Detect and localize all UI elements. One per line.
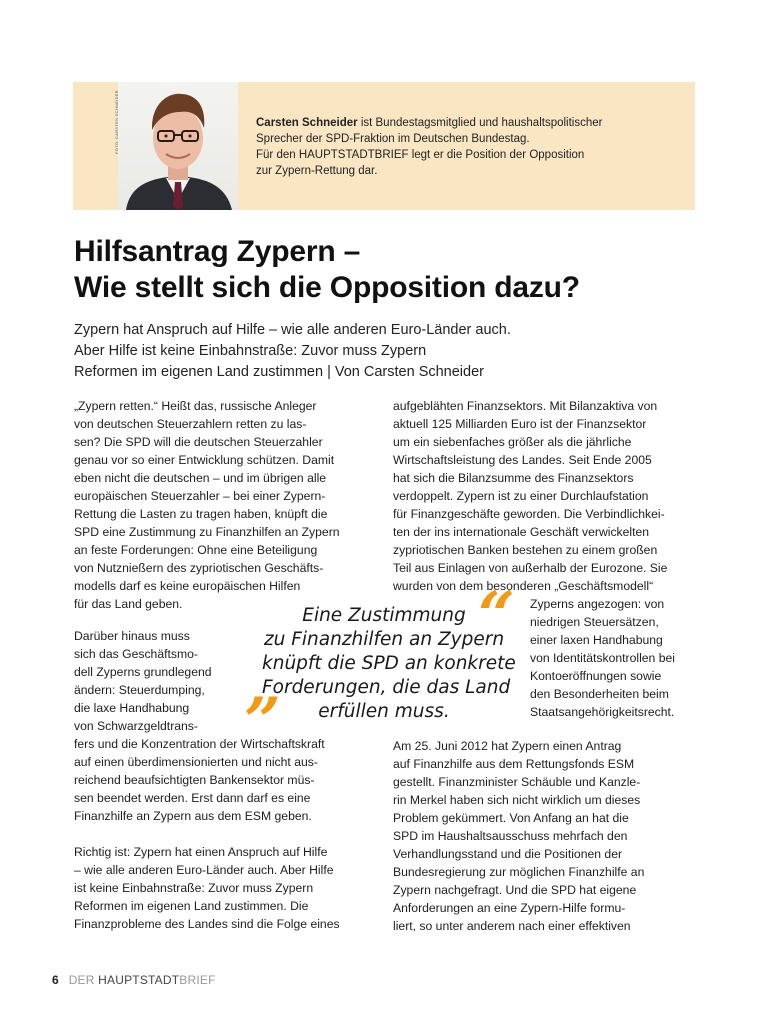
text-line: ändern: Steuerdumping, <box>74 683 205 697</box>
author-bio <box>256 115 676 179</box>
lead-line: Aber Hilfe ist keine Einbahnstraße: Zuvor muss Zypern <box>74 343 427 359</box>
text-line: Zypern nachgefragt. Und die SPD hat eigene <box>393 883 637 897</box>
left-column-paragraph-1 <box>74 397 340 613</box>
text-line: genau vor so einer Entwicklung schützen. Damit <box>74 453 335 467</box>
text-line: einer laxen Handhabung <box>530 633 663 647</box>
text-line: Wirtschaftsleistung des Landes. Seit Ende 2005 <box>393 453 652 467</box>
text-line: ten der ins internationale Geschäft verwickelten <box>393 525 650 539</box>
text-line: Anforderungen an eine Zypern-Hilfe formu- <box>393 901 626 915</box>
pull-quote-line: erfüllen muss. <box>318 701 450 722</box>
text-line: Richtig ist: Zypern hat einen Anspruch auf Hilfe <box>74 845 328 859</box>
pull-quote-line: zu Finanzhilfen an Zypern <box>263 629 505 650</box>
author-bio-line: Für den HAUPTSTADTBRIEF legt er die Position der Opposition <box>256 149 585 161</box>
author-bio-line: Carsten Schneider ist Bundestagsmitglied und haushaltspolitischer <box>256 117 603 129</box>
brand-brief: BRIEF <box>179 973 216 987</box>
text-line: Finanzhilfe an Zypern aus dem ESM geben. <box>74 809 312 823</box>
page-footer <box>52 973 216 987</box>
text-line: von Schwarzgeldtrans- <box>74 719 198 733</box>
text-line: Bundesregierung zur möglichen Finanzhilfe an <box>393 865 645 879</box>
brand-hauptstadt: HAUPTSTADT <box>98 973 180 987</box>
brand-der: DER <box>68 973 99 987</box>
pull-quote <box>262 604 516 724</box>
text-line: ist keine Einbahnstraße: Zuvor muss Zypern <box>74 881 314 895</box>
text-line: auf Finanzhilfe aus dem Rettungsfonds ESM <box>393 757 635 771</box>
text-line: Am 25. Juni 2012 hat Zypern einen Antrag <box>393 739 622 753</box>
text-line: „Zypern retten.“ Heißt das, russische Anleger <box>74 399 317 413</box>
lead-line: Reformen im eigenen Land zustimmen | Von Carsten Schneider <box>74 364 484 380</box>
author-name: Carsten Schneider <box>256 117 358 129</box>
text-line: an feste Forderungen: Ohne eine Beteiligung <box>74 543 318 557</box>
article-lead <box>74 320 714 383</box>
text-line: die laxe Handhabung <box>74 701 190 715</box>
pull-quote-line: Eine Zustimmung <box>302 605 466 626</box>
text-line: Problem gekümmert. Von Anfang an hat die <box>393 811 629 825</box>
pull-quote-line: Forderungen, die das Land <box>262 677 511 698</box>
text-line: sich das Geschäftsmo- <box>74 647 198 661</box>
text-line: rin Merkel haben sich nicht wirklich um dieses <box>393 793 641 807</box>
text-line: um ein siebenfaches größer als die jährliche <box>393 435 632 449</box>
text-line: aktuell 125 Milliarden Euro ist der Finanzsektor <box>393 417 647 431</box>
pull-quote-line: knüpft die SPD an konkrete <box>262 653 516 674</box>
text-line: Reformen im eigenen Land zustimmen. Die <box>74 899 309 913</box>
text-line: europäischen Steuerzahler – bei einer Zypern- <box>74 489 326 503</box>
text-line: – wie alle anderen Euro-Länder auch. Aber Hilfe <box>74 863 334 877</box>
photo-credit: FOTO: CARSTEN SCHNEIDER <box>114 90 119 154</box>
text-line: Finanzprobleme des Landes sind die Folge eines <box>74 917 340 931</box>
author-portrait-photo <box>118 82 238 210</box>
text-line: von Identitätskontrollen bei <box>530 651 675 665</box>
text-line: von deutschen Steuerzahlern retten zu las- <box>74 417 307 431</box>
author-info-box <box>73 82 695 210</box>
text-line: SPD im Haushaltsausschuss mehrfach den <box>393 829 628 843</box>
lead-line: Zypern hat Anspruch auf Hilfe – wie alle anderen Euro-Länder auch. <box>74 322 511 338</box>
text-line: eben nicht die deutschen – und im übrigen alle <box>74 471 327 485</box>
text-line: Verhandlungsstand und die Positionen der <box>393 847 623 861</box>
text-line: sen? Die SPD will die deutschen Steuerzahler <box>74 435 323 449</box>
text-line: Rettung die Lasten zu tragen haben, knüpft die <box>74 507 328 521</box>
text-line: auf einen überdimensionierten und nicht aus- <box>74 755 318 769</box>
portrait-illustration <box>118 82 238 210</box>
text-line: SPD eine Zustimmung zu Finanzhilfen an Zypern <box>74 525 340 539</box>
headline-line: Hilfsantrag Zypern – <box>74 235 361 268</box>
article-headline <box>74 234 714 306</box>
text-line: niedrigen Steuersätzen, <box>530 615 659 629</box>
author-bio-line: Sprecher der SPD-Fraktion im Deutschen Bundestag. <box>256 133 530 145</box>
right-column-paragraph-1 <box>393 397 667 595</box>
text-line: den Besonderheiten beim <box>530 687 669 701</box>
opening-quote-mark-icon: “ <box>478 578 515 653</box>
text-line: zypriotischen Banken bestehen zu einem großen <box>393 543 658 557</box>
text-line: sen beendet werden. Erst dann darf es eine <box>74 791 311 805</box>
text-line: dell Zyperns grundlegend <box>74 665 212 679</box>
text-line: modells darf es keine europäischen Hilfen <box>74 579 301 593</box>
text-line: fers und die Konzentration der Wirtschaftskraft <box>74 737 325 751</box>
text-line: Teil aus Einlagen von außerhalb der Eurozone. Sie <box>393 561 668 575</box>
left-column-paragraph-3 <box>74 843 340 933</box>
right-column-paragraph-2 <box>393 737 644 935</box>
closing-quote-mark-icon: ” <box>244 684 281 759</box>
text-line: Zyperns angezogen: von <box>530 597 665 611</box>
text-line: Kontoeröffnungen sowie <box>530 669 662 683</box>
text-line: für das Land geben. <box>74 597 183 611</box>
text-line: aufgeblähten Finanzsektors. Mit Bilanzaktiva von <box>393 399 658 413</box>
text-line: liert, so unter anderem nach einer effektiven <box>393 919 631 933</box>
page-number: 6 <box>52 973 59 987</box>
text-line: für Finanzgeschäfte geworden. Die Verbindlichkei- <box>393 507 665 521</box>
text-line: Darüber hinaus muss <box>74 629 190 643</box>
text-line: hat sich die Bilanzsumme des Finanzsektors <box>393 471 634 485</box>
headline-line: Wie stellt sich die Opposition dazu? <box>74 271 580 304</box>
text-line: reichend beaufsichtigten Bankensektor müs- <box>74 773 315 787</box>
text-line: Staatsangehörigkeitsrecht. <box>530 705 675 719</box>
right-column-paragraph-1-continued <box>530 595 675 721</box>
author-bio-line: zur Zypern-Rettung dar. <box>256 165 378 177</box>
text-line: gestellt. Finanzminister Schäuble und Kanzle- <box>393 775 641 789</box>
text-line: von Nutznießern des zypriotischen Geschäfts- <box>74 561 324 575</box>
text-line: verdoppelt. Zypern ist zu einer Durchlaufstation <box>393 489 649 503</box>
text-line: wurden von dem besonderen „Geschäftsmodell“ <box>393 579 654 593</box>
